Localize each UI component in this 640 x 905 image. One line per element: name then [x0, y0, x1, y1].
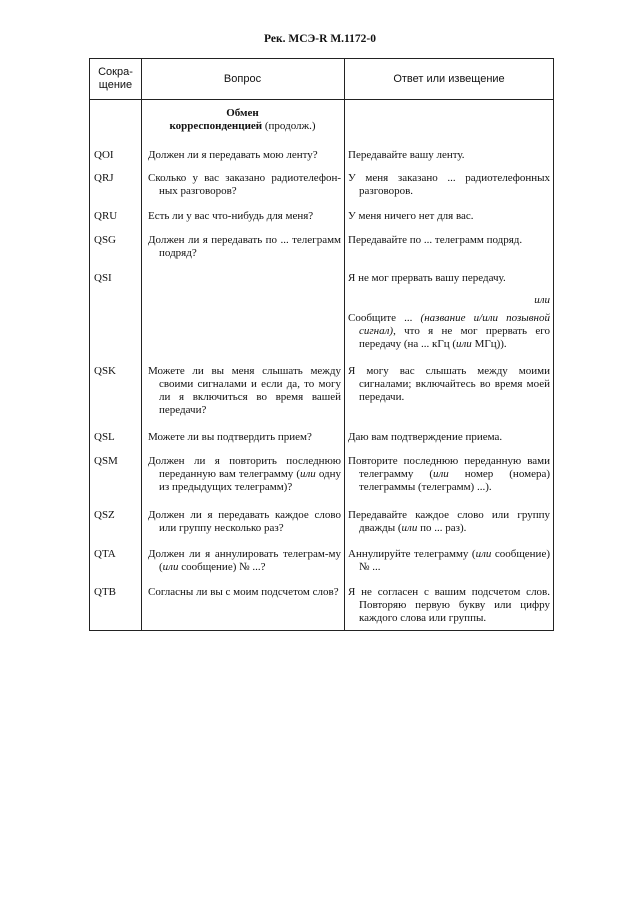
abbr-cell: QSZ — [94, 509, 115, 521]
answer-cell: У меня заказано ... радиотелефонных разговоров. — [348, 172, 550, 197]
question-cell: Есть ли у вас что-нибудь для меня? — [148, 210, 314, 222]
answer-cell: Передавайте по ... телеграмм подряд. — [348, 234, 523, 246]
answer-cell: Передавайте каждое слово или группу дважды (или по ... раз). — [348, 509, 550, 534]
column-divider — [344, 59, 345, 630]
answer-cell: Я не согласен с вашим подсчетом слов. Повторяю первую букву или цифру каждого слова или группы. — [348, 586, 550, 624]
question-cell: Должен ли я аннулировать телеграм-му (или сообщение) № ...? — [148, 548, 341, 573]
q-code-table — [89, 58, 554, 631]
question-cell: Должен ли я повторить последнюю переданную вам телеграмму (или одну из предыдущих телеграмм)? — [148, 455, 341, 493]
question-cell: Согласны ли вы с моим подсчетом слов? — [148, 586, 339, 598]
abbr-cell: QSK — [94, 365, 117, 377]
abbr-cell: QOI — [94, 149, 114, 161]
abbr-cell: QRJ — [94, 172, 114, 184]
question-cell: Сколько у вас заказано радиотелефон-ных разговоров? — [148, 172, 341, 197]
abbr-cell: QSI — [94, 272, 112, 284]
page-header: Рек. МСЭ-R M.1172-0 — [264, 33, 376, 45]
abbr-cell: QSG — [94, 234, 117, 246]
question-cell: Должен ли я передавать по ... телеграмм подряд? — [148, 234, 341, 259]
answer-cell: Даю вам подтверждение приема. — [348, 431, 503, 443]
abbr-cell: QSL — [94, 431, 115, 443]
abbr-cell: QTA — [94, 548, 116, 560]
header-question: Вопрос — [223, 72, 262, 85]
question-cell: Можете ли вы подтвердить прием? — [148, 431, 312, 443]
header-answer: Ответ или извещение — [393, 72, 505, 85]
answer-cell: Я не мог прервать вашу передачу. — [348, 272, 506, 284]
answer-cell-alt: Сообщите ... (название и/или позывной сигнал), что я не мог прервать его передачу (на ... кГц (или МГц)). — [348, 312, 550, 350]
or-label: или — [534, 294, 550, 306]
section-title: Обмен корреспонденцией (продолж.) — [169, 107, 316, 132]
question-cell: Можете ли вы меня слышать между своими сигналами и если да, то могу ли я включиться во время вашей передачи? — [148, 365, 341, 416]
header-abbreviation: Сокра- щение — [98, 66, 133, 91]
abbr-cell: QSM — [94, 455, 118, 467]
question-cell: Должен ли я передавать мою ленту? — [148, 149, 318, 161]
abbr-cell: QTB — [94, 586, 116, 598]
abbr-cell: QRU — [94, 210, 118, 222]
answer-cell: Повторите последнюю переданную вами телеграмму (или номер (номера) телеграммы (телеграмм) ...). — [348, 455, 550, 493]
header-divider — [90, 99, 553, 100]
answer-cell: Аннулируйте телеграмму (или сообщение) № ... — [348, 548, 550, 573]
question-cell: Должен ли я передавать каждое слово или группу несколько раз? — [148, 509, 341, 534]
answer-cell: Передавайте вашу ленту. — [348, 149, 465, 161]
column-divider — [141, 59, 142, 630]
answer-cell: У меня ничего нет для вас. — [348, 210, 474, 222]
answer-cell: Я могу вас слышать между моими сигналами; включайтесь во время моей передачи. — [348, 365, 550, 403]
